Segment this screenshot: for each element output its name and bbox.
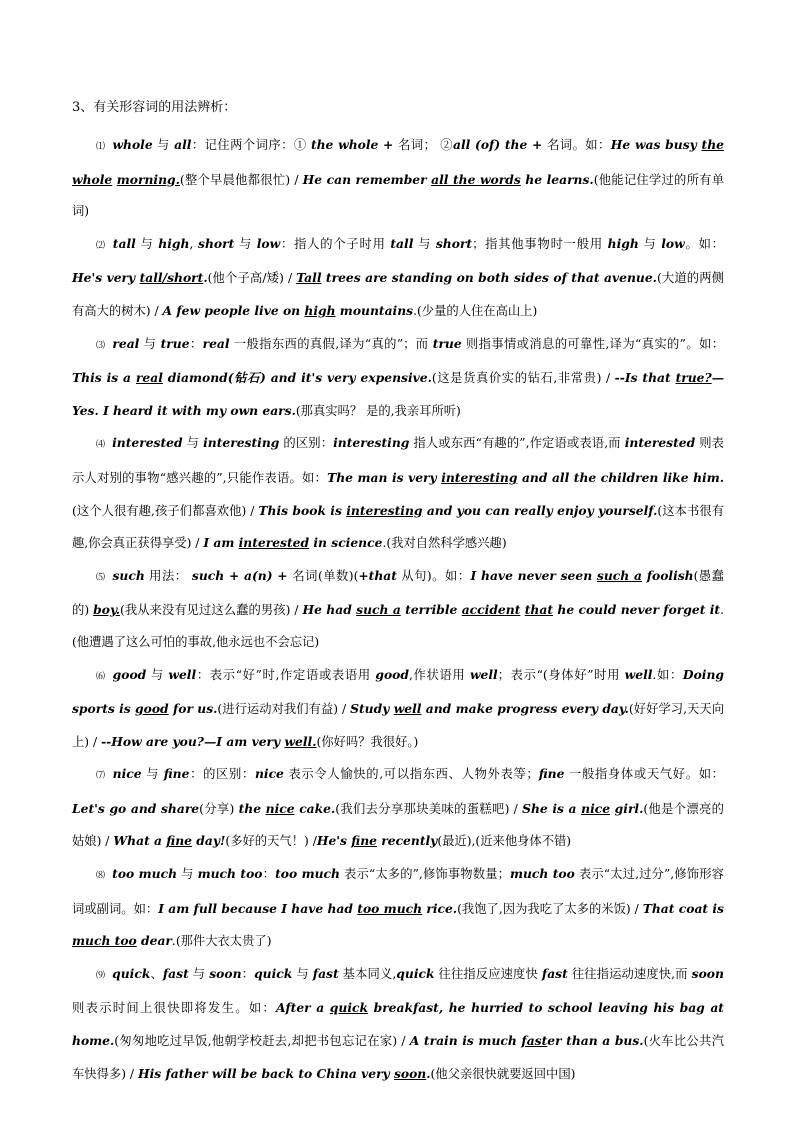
usage-item: [72, 958, 724, 1090]
english-term: fine: [163, 766, 190, 782]
explanation-text: 往往指反应速度快: [434, 966, 542, 981]
explanation-text: ：: [241, 966, 255, 981]
english-term: interested: [112, 435, 183, 451]
english-term: diamond(: [162, 370, 234, 386]
english-term: nice: [112, 766, 142, 782]
example-emphasis: such a: [356, 602, 401, 618]
item-number: ⑼: [96, 970, 106, 981]
english-term: She is a: [522, 800, 582, 816]
explanation-text: .如：: [652, 667, 683, 682]
example-emphasis: interested: [238, 535, 310, 551]
item-number: ⑻: [96, 871, 106, 882]
english-term: such + a(n) +: [191, 567, 293, 583]
example-emphasis: well.: [284, 733, 317, 749]
explanation-text: (好好学习,天天向上) /: [72, 702, 724, 749]
english-term: true: [432, 335, 462, 351]
english-term: He's very: [72, 270, 140, 286]
explanation-text: 名词(单数)(: [292, 568, 359, 583]
english-term: cake.: [294, 800, 336, 816]
english-term: Let's go and share: [72, 800, 200, 816]
explanation-text: ：: [189, 336, 203, 351]
explanation-text: 与: [139, 336, 161, 351]
explanation-text: 则表示人对别的事物“感兴趣的”,只能作表语。如：: [72, 436, 724, 485]
explanation-text: 与: [638, 236, 662, 251]
explanation-text: (整个早晨他都很忙) /: [179, 172, 303, 187]
usage-item: [72, 427, 724, 559]
english-term: This book is: [258, 502, 347, 518]
english-term: quick: [254, 965, 293, 981]
explanation-text: (这个人很有趣,孩子们都喜欢他) /: [72, 503, 259, 518]
english-term: the whole +: [310, 137, 399, 152]
explanation-text: 、: [150, 966, 163, 981]
explanation-text: 与: [177, 867, 198, 882]
english-term: He had: [302, 602, 357, 618]
english-term: for us.: [168, 701, 218, 717]
usage-item: [72, 228, 724, 328]
english-term: interesting: [203, 435, 280, 451]
explanation-text: 与: [146, 667, 169, 682]
example-emphasis: high: [304, 302, 336, 318]
explanation-text: 用法：: [144, 568, 192, 583]
explanation-text: (你好吗？我很好。): [316, 734, 419, 749]
english-term: soon: [691, 965, 724, 981]
example-emphasis: fine: [351, 833, 377, 849]
example-emphasis: good: [135, 701, 169, 717]
explanation-text: 则表示时间上很快即将发生。如：: [72, 1001, 277, 1016]
english-term: quick: [396, 965, 435, 981]
document-page: [72, 96, 724, 1090]
example-emphasis: morning.: [116, 171, 180, 187]
explanation-text: (分享): [199, 801, 239, 816]
usage-item: [72, 560, 724, 659]
explanation-text: 与: [413, 236, 436, 251]
english-term: tall: [390, 235, 414, 251]
english-term: I am full because I have had: [158, 900, 358, 916]
english-term: real: [112, 335, 140, 351]
english-term: too much: [275, 866, 340, 882]
example-emphasis: tall/short: [139, 270, 204, 286]
explanation-text: 指人或东西“有趣的”,作定语或表语,而: [409, 436, 625, 451]
english-term: .: [203, 270, 208, 286]
explanation-text: (进行运动对我们有益) /: [217, 702, 351, 717]
explanation-text: (我从来没有见过这么蠢的男孩) /: [119, 603, 303, 618]
explanation-text: 的区别：: [279, 436, 334, 451]
example-emphasis: boy.: [93, 602, 120, 618]
explanation-text: 名词； ②: [398, 138, 453, 152]
english-term: --Is that: [614, 370, 676, 386]
explanation-text: 表示令人愉快的,可以指东西、人物外表等；: [283, 767, 539, 782]
explanation-text: ：表示“好”时,作定语或表语用: [196, 667, 376, 682]
english-term: interested: [624, 435, 696, 451]
example-emphasis: quick: [329, 1000, 369, 1016]
english-term: high: [607, 235, 639, 251]
english-term: too much: [112, 866, 178, 882]
explanation-text: ：的区别：: [189, 767, 255, 782]
english-term: nice: [254, 766, 284, 782]
english-term: The man is very: [327, 469, 442, 485]
example-emphasis: interesting: [346, 502, 423, 518]
example-emphasis: much too: [72, 933, 137, 949]
explanation-text: 表示“太过,过分”,修饰形容词或副词。如：: [72, 867, 724, 916]
english-term: What a: [113, 833, 167, 849]
explanation-text: .(他遭遇了这么可怕的事故,他永远也不会忘记): [72, 603, 725, 649]
usage-item: [72, 659, 724, 759]
explanation-text: ,作状语用: [408, 667, 470, 682]
explanation-text: ；表示“(身体好”时用: [497, 667, 625, 682]
item-number: ⑶: [96, 340, 106, 351]
english-term: well: [624, 666, 653, 682]
explanation-text: ：: [262, 867, 276, 882]
usage-item: [72, 858, 724, 958]
item-number: ⑷: [96, 440, 106, 451]
english-term: he learns.: [520, 171, 594, 187]
english-term: fast: [162, 965, 189, 981]
english-term: fast: [312, 965, 339, 981]
english-term: I have never seen: [470, 567, 597, 583]
explanation-text: 则指事情或消息的可靠性,译为“真实的”。如：: [461, 336, 724, 351]
english-term: well: [469, 666, 498, 682]
explanation-text: .(那件大衣太贵了): [171, 934, 272, 949]
english-term: and you can really enjoy yourself.: [422, 502, 658, 518]
explanation-text: 一般指身体或天气好。如：: [564, 767, 724, 782]
english-term: quick: [112, 965, 151, 981]
english-term: high: [158, 235, 190, 251]
explanation-text: (我们去分享那块美味的蛋糕吧) /: [335, 801, 523, 816]
item-number: ⑴: [96, 142, 106, 152]
explanation-text: .(少量的人住在高山上): [413, 303, 538, 318]
explanation-text: (我饱了,因为我吃了太多的米饭) /: [457, 901, 643, 916]
explanation-text: 与: [152, 138, 175, 152]
english-term: short: [198, 235, 235, 251]
english-term: That coat is: [642, 900, 724, 916]
usage-list: [72, 129, 724, 1090]
english-term: and make progress every day.: [421, 701, 629, 717]
english-term: rice.: [422, 900, 458, 916]
explanation-text: (多好的天气！) /: [225, 834, 317, 849]
english-term: foolish: [641, 567, 694, 583]
item-number: ⑹: [96, 671, 106, 682]
english-term: low: [256, 235, 281, 251]
item-number: ⑵: [96, 240, 106, 251]
english-term: This is a: [72, 370, 136, 386]
explanation-text: 一般指东西的真假,译为“真的”；而: [229, 336, 433, 351]
example-emphasis: fast: [521, 1033, 548, 1049]
english-term: such: [112, 567, 145, 583]
explanation-text: ：记住两个词序：①: [191, 138, 311, 152]
example-emphasis: such a: [596, 567, 642, 583]
usage-item: [72, 129, 724, 228]
usage-item: [72, 758, 724, 858]
english-term: and all the children like him.: [517, 469, 724, 485]
example-emphasis: true?: [675, 370, 712, 386]
english-term: A train is much: [409, 1033, 522, 1049]
english-term: girl.: [610, 800, 644, 816]
explanation-text: 与: [182, 436, 204, 451]
english-term: +that: [358, 567, 397, 583]
section-heading: 3、有关形容词的用法辨析：: [72, 100, 237, 115]
english-term: mountains: [335, 302, 414, 318]
english-term: ) and it's very expensive.: [260, 370, 432, 386]
english-term: well: [168, 666, 197, 682]
explanation-text: (最近),(近来他身体不错): [437, 834, 572, 849]
explanation-text: (他父亲很快就要返回中国): [430, 1066, 576, 1081]
english-term: terrible: [400, 602, 462, 618]
english-term: he could never forget it: [553, 602, 721, 618]
explanation-text: (他个子高/矮) /: [207, 271, 297, 286]
english-term: tall: [112, 235, 136, 251]
explanation-text: (大道的两侧有高大的树木) /: [72, 271, 724, 318]
explanation-text: 。如：: [684, 236, 724, 251]
english-term: He's: [316, 833, 352, 849]
example-emphasis: the whole: [72, 137, 724, 187]
explanation-text: 与: [135, 236, 159, 251]
english-term: He can remember: [302, 171, 432, 187]
explanation-text: 名词。如：: [547, 138, 611, 152]
explanation-text: (那真实吗？ 是的,我亲耳所听): [295, 403, 461, 418]
explanation-text: 与: [292, 966, 313, 981]
usage-item: [72, 328, 724, 428]
explanation-text: 与: [188, 966, 210, 981]
example-emphasis: fine: [166, 833, 193, 849]
english-term: soon: [209, 965, 242, 981]
english-term: low: [661, 235, 685, 251]
explanation-text: ,: [189, 236, 199, 251]
explanation-text: ；指其他事物时一般用: [472, 236, 608, 251]
english-term: short: [435, 235, 473, 251]
example-emphasis: all the words: [431, 171, 521, 187]
english-term: After a: [276, 1000, 330, 1016]
explanation-text: (他能记住学过的所有单词): [72, 172, 724, 219]
english-term: Study: [350, 701, 394, 717]
english-term: good: [112, 666, 147, 682]
english-term: much too: [509, 866, 575, 882]
explanation-text: .(我对自然科学感兴趣): [382, 536, 507, 551]
explanation-text: ：指人的个子时用: [280, 236, 391, 251]
explanation-text: (这是货真价实的钻石,非常贵) /: [431, 371, 615, 386]
explanation-text: (他是个漂亮的姑娘) /: [72, 801, 724, 849]
english-term: interesting: [333, 435, 410, 451]
english-term: all (of) the +: [452, 137, 548, 152]
english-term: trees are standing on both sides of that avenue.: [321, 270, 657, 286]
english-term: day!: [192, 833, 226, 849]
english-term: true: [160, 335, 190, 351]
english-term: I am: [203, 535, 239, 551]
english-term: --How are you?—I am very: [101, 733, 285, 749]
example-emphasis: nice: [265, 800, 295, 816]
english-term: much too: [197, 866, 263, 882]
item-number: ⑸: [96, 572, 106, 583]
english-term: 钻石: [233, 370, 260, 386]
english-term: His father will be back to China very: [137, 1065, 394, 1081]
example-emphasis: nice: [581, 800, 611, 816]
english-term: the: [238, 800, 266, 816]
explanation-text: (匆匆地吃过早饭,他朝学校赶去,却把书包忘记在家) /: [114, 1034, 410, 1049]
example-emphasis: Tall: [296, 270, 322, 286]
explanation-text: 与: [234, 236, 257, 251]
english-term: all: [174, 137, 192, 152]
explanation-text: 表示“太多的”,修饰事物数量；: [339, 867, 510, 882]
english-term: good: [375, 666, 409, 682]
english-term: A few people live on: [162, 302, 305, 318]
example-emphasis: that: [524, 602, 554, 618]
item-number: ⑺: [96, 771, 106, 782]
explanation-text: (愚蠢的): [72, 568, 724, 618]
english-term: dear: [136, 933, 172, 949]
example-emphasis: accident: [461, 602, 521, 618]
example-emphasis: well: [393, 701, 422, 717]
english-term: .: [426, 1065, 431, 1081]
example-emphasis: too much: [357, 900, 423, 916]
example-emphasis: real: [135, 370, 163, 386]
english-term: Doing sports is: [72, 666, 724, 717]
explanation-text: 基本同义,: [338, 966, 397, 981]
english-term: real: [202, 335, 230, 351]
english-term: breakfast, he hurried to school leaving his bag at home.: [72, 1000, 724, 1049]
explanation-text: 从句)。如：: [396, 568, 471, 583]
explanation-text: (这本书很有趣,你会真正获得享受) /: [72, 503, 724, 551]
explanation-text: 与: [141, 767, 164, 782]
english-term: fast: [541, 965, 568, 981]
english-term: in science: [309, 535, 383, 551]
english-term: fine: [538, 766, 565, 782]
english-term: recently: [376, 833, 438, 849]
english-term: He was busy: [610, 137, 702, 152]
explanation-text: 往往指运动速度快,而: [567, 966, 692, 981]
english-term: whole: [112, 137, 153, 152]
english-term: er than a bus.: [547, 1033, 644, 1049]
example-emphasis: soon: [393, 1065, 427, 1081]
explanation-text: (火车比公共汽车快得多) /: [72, 1034, 725, 1081]
example-emphasis: interesting: [441, 469, 518, 485]
english-term: —Yes. I heard it with my own ears.: [72, 370, 724, 418]
